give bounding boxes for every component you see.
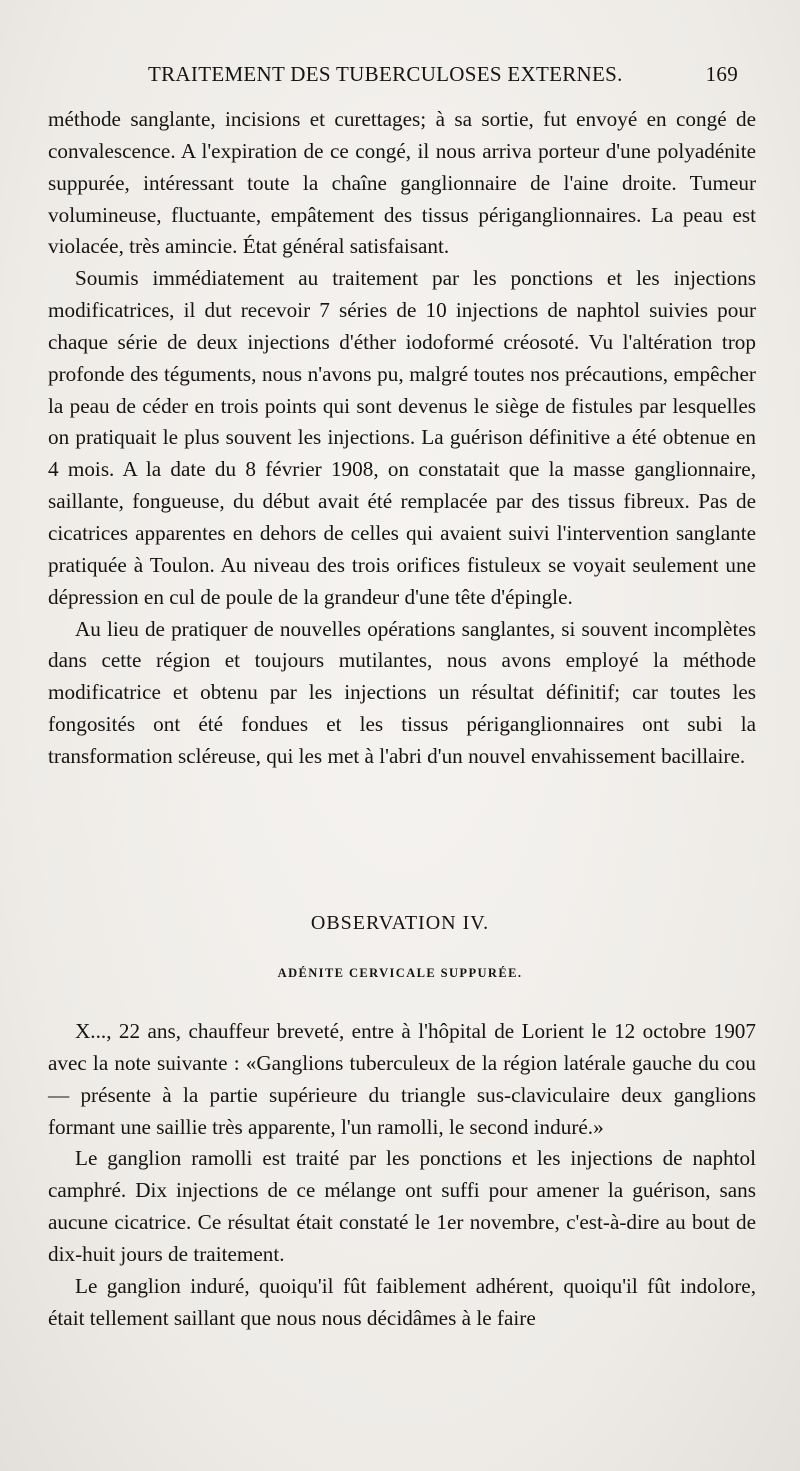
observation-subtitle: ADÉNITE CERVICALE SUPPURÉE. xyxy=(277,966,523,980)
running-title: TRAITEMENT DES TUBERCULOSES EXTERNES. xyxy=(148,62,623,86)
paragraph: Soumis immédiatement au traitement par les ponctions et les injections modificatrices, il dut recevoir 7 séries de 10 injections de naphtol suivies pour chaque série de deux injections d'éther iodoformé créosoté. Vu l'altération trop profonde des téguments, nous n'avons pu, malgré toutes nos précautions, empêcher la peau de céder en trois points qui sont devenus le siège de fistules par lesquelles on pratiquait le plus souvent les injections. La guérison définitive a été obtenue en 4 mois. A la date du 8 février 1908, on constatait que la masse ganglionnaire, saillante, fongueuse, du début avait été remplacée par des tissus fibreux. Pas de cicatrices apparentes en dehors de celles qui avaient suivi l'intervention sanglante pratiquée à Toulon. Au niveau des trois orifices fistuleux se voyait seulement une dépression en cul de poule de la grandeur d'une tête d'épingle. xyxy=(48,266,756,609)
paragraph: Le ganglion induré, quoiqu'il fût faiblement adhérent, quoiqu'il fût indolore, était tellement saillant que nous nous décidâmes à le faire xyxy=(48,1273,756,1330)
observation-title: OBSERVATION IV. xyxy=(310,912,490,934)
page-header xyxy=(48,62,752,92)
body-text-top xyxy=(48,104,756,773)
paragraph: Le ganglion ramolli est traité par les ponctions et les injections de naphtol camphré. Dix injections de ce mélange ont suffi pour amener la guérison, sans aucune cicatrice. Ce résultat était constaté le 1er novembre, c'est-à-dire au bout de dix-huit jours de traitement. xyxy=(48,1146,756,1266)
paragraph: X..., 22 ans, chauffeur breveté, entre à l'hôpital de Lorient le 12 octobre 1907 avec la note suivante : «Ganglions tuberculeux de la région latérale gauche du cou — présente à la partie supérieure du triangle sus-claviculaire deux ganglions formant une saillie très apparente, l'un ramolli, le second induré.» xyxy=(48,1019,756,1139)
paragraph: méthode sanglante, incisions et curettages; à sa sortie, fut envoyé en congé de convalescence. A l'expiration de ce congé, il nous arriva porteur d'une polyadénite suppurée, intéressant toute la chaîne ganglionnaire de l'aine droite. Tumeur volumineuse, fluctuante, empâtement des tissus périganglionnaires. La peau est violacée, très amincie. État général satisfaisant. xyxy=(48,107,756,259)
body-text-bottom xyxy=(48,1016,756,1334)
paragraph: Au lieu de pratiquer de nouvelles opérations sanglantes, si souvent incomplètes dans cette région et toujours mutilantes, nous avons employé la méthode modificatrice et obtenu par les injections un résultat définitif; car toutes les fongosités ont été fondues et les tissus périganglionnaires ont subi la transformation scléreuse, qui les met à l'abri d'un nouvel envahissement bacillaire. xyxy=(48,616,756,768)
page-number: 169 xyxy=(705,62,738,86)
